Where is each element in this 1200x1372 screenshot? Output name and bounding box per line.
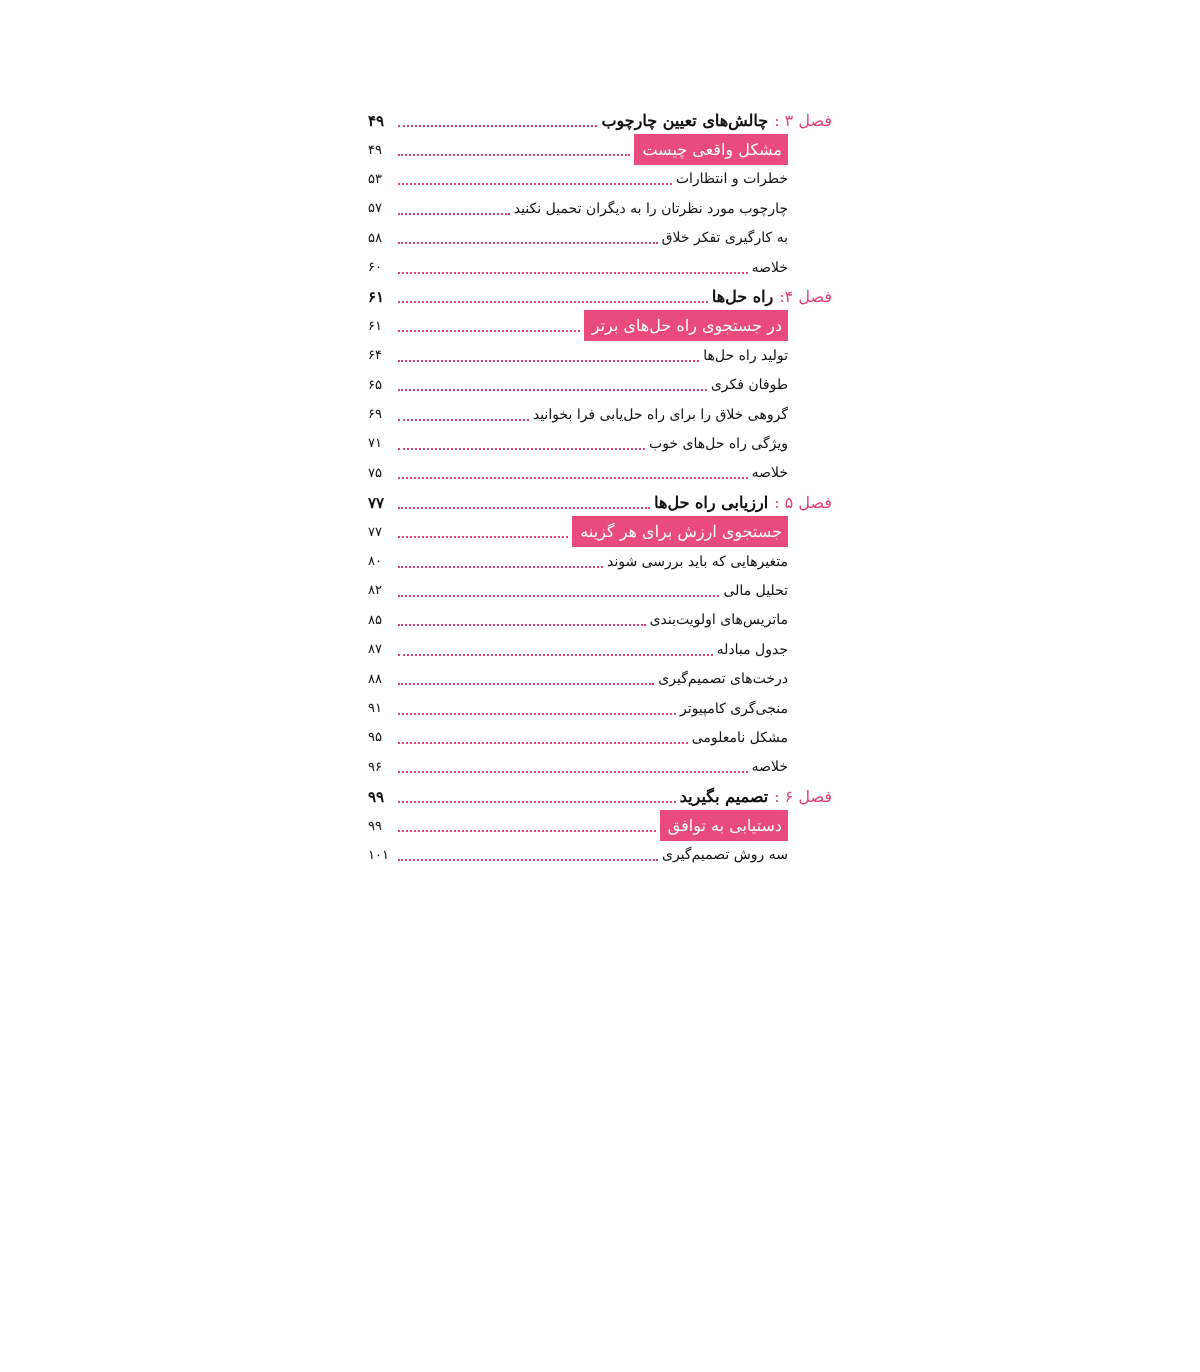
- toc-section-row[interactable]: [368, 165, 832, 194]
- toc-section-row[interactable]: [368, 635, 832, 664]
- dot-leader: [398, 213, 510, 215]
- highlight-box: جستجوی ارزش برای هر گزینه: [572, 516, 788, 547]
- page-number: ۴۹: [368, 111, 385, 130]
- page-number: ۶۴: [368, 348, 382, 364]
- toc-section-row[interactable]: [368, 576, 832, 605]
- toc-highlight-title: [572, 524, 788, 540]
- toc-section-title: خلاصه: [751, 259, 788, 276]
- toc-section-row[interactable]: [368, 606, 832, 635]
- toc-section-row[interactable]: [368, 841, 832, 870]
- toc-chapter-title: [679, 786, 832, 806]
- toc-highlight-row[interactable]: [368, 312, 832, 341]
- toc-section-row[interactable]: [368, 753, 832, 782]
- dot-leader: [398, 742, 688, 744]
- page-number: ۸۷: [368, 642, 382, 658]
- dot-leader: [398, 771, 748, 773]
- toc-section-title: چارچوب مورد نظرتان را به دیگران تحمیل نکنید: [513, 200, 788, 217]
- dot-leader: [398, 301, 708, 303]
- toc-section-row[interactable]: [368, 341, 832, 370]
- toc-section-title: طوفان فکری: [710, 377, 788, 394]
- dot-leader: [398, 183, 672, 185]
- dot-leader: [398, 448, 645, 450]
- page-number: ۵۷: [368, 201, 382, 217]
- toc-section-row[interactable]: [368, 371, 832, 400]
- toc-section-row[interactable]: [368, 664, 832, 693]
- page-number: ۹۱: [368, 701, 382, 716]
- toc-section-title: مشکل نامعلومی: [691, 729, 788, 746]
- page-number: ۷۷: [368, 493, 385, 512]
- dot-leader: [398, 154, 630, 156]
- page-number: ۸۲: [368, 583, 382, 599]
- page-number: ۷۵: [368, 465, 382, 481]
- toc-highlight-row[interactable]: [368, 135, 832, 164]
- chapter-title-text: ارزیابی راه حل‌ها: [654, 492, 769, 512]
- dot-leader: [398, 713, 676, 715]
- toc-chapter-row[interactable]: [368, 106, 832, 135]
- toc-chapter-row[interactable]: [368, 782, 832, 811]
- toc-chapter-title: [601, 110, 832, 130]
- page-number: ۶۰: [368, 260, 382, 276]
- highlight-box: در جستجوی راه حل‌های برتر: [584, 310, 788, 341]
- toc-section-row[interactable]: [368, 224, 832, 253]
- toc-section-title: به کارگیری تفکر خلاق: [661, 230, 788, 247]
- chapter-number: فصل ۳ :: [774, 110, 832, 130]
- chapter-number: فصل ۵ :: [774, 492, 832, 512]
- page-number: ۴۹: [368, 142, 382, 158]
- page-number: ۸۵: [368, 612, 382, 628]
- toc-section-title: منجی‌گری کامپیوتر: [680, 700, 788, 717]
- page-number: ۶۱: [368, 288, 385, 307]
- chapter-number: فصل ۴:: [779, 287, 832, 307]
- page-number: ۵۸: [368, 230, 382, 246]
- toc-section-title: گروهی خلاق را برای راه حل‌یابی فرا بخوانید: [532, 406, 788, 423]
- dot-leader: [398, 801, 676, 803]
- chapter-title-text: تصمیم بگیرید: [679, 786, 769, 806]
- toc-section-row[interactable]: [368, 459, 832, 488]
- page-number: ۷۱: [368, 436, 382, 452]
- toc-chapter-title: [712, 289, 832, 305]
- toc-highlight-title: [584, 318, 788, 334]
- toc-section-title: متغیرهایی که باید بررسی شوند: [606, 553, 788, 570]
- chapter-title-text: چالش‌های تعیین چارچوب: [601, 110, 769, 130]
- toc-highlight-row[interactable]: [368, 517, 832, 546]
- toc-highlight-title: [634, 142, 788, 158]
- dot-leader: [398, 330, 580, 332]
- dot-leader: [398, 242, 658, 244]
- page-number: ۹۵: [368, 730, 382, 746]
- dot-leader: [398, 507, 650, 509]
- toc-section-title: تحلیل مالی: [723, 582, 788, 599]
- toc-section-row[interactable]: [368, 547, 832, 576]
- page-number: ۶۱: [368, 318, 382, 334]
- toc-highlight-row[interactable]: [368, 811, 832, 840]
- dot-leader: [398, 419, 529, 421]
- toc-section-title: درخت‌های تصمیم‌گیری: [658, 671, 788, 688]
- dot-leader: [398, 654, 713, 656]
- dot-leader: [398, 360, 699, 362]
- dot-leader: [398, 595, 719, 597]
- page-number: ۸۰: [368, 554, 382, 570]
- chapter-number: فصل ۶ :: [774, 786, 832, 806]
- toc-section-title: خلاصه: [751, 759, 788, 776]
- page-number: ۸۸: [368, 671, 382, 687]
- page-number: ۹۹: [368, 818, 382, 834]
- dot-leader: [398, 536, 568, 538]
- dot-leader: [398, 566, 603, 568]
- toc-section-title: خلاصه: [751, 465, 788, 482]
- toc-section-row[interactable]: [368, 723, 832, 752]
- dot-leader: [398, 477, 748, 479]
- chapter-title-text: راه حل‌ها: [711, 287, 774, 307]
- dot-leader: [398, 389, 707, 391]
- toc-section-title: تولید راه حل‌ها: [703, 347, 788, 364]
- toc-section-title: ماتریس‌های اولویت‌بندی: [649, 612, 788, 629]
- toc-section-title: ویژگی راه حل‌های خوب: [649, 435, 788, 452]
- page-number: ۵۳: [368, 171, 382, 187]
- toc-section-title: جدول مبادله: [716, 641, 788, 658]
- dot-leader: [398, 830, 656, 832]
- toc-section-title: سه روش تصمیم‌گیری: [662, 847, 788, 864]
- toc-section-row[interactable]: [368, 694, 832, 723]
- page-number: ۶۹: [368, 407, 382, 423]
- dot-leader: [398, 683, 654, 685]
- toc-section-title: خطرات و انتظارات: [675, 171, 788, 188]
- page-number: ۹۹: [368, 787, 385, 806]
- toc-section-row[interactable]: [368, 400, 832, 429]
- table-of-contents: [368, 106, 832, 870]
- toc-chapter-row[interactable]: [368, 282, 832, 311]
- dot-leader: [398, 624, 646, 626]
- dot-leader: [398, 859, 658, 861]
- dot-leader: [398, 125, 597, 127]
- toc-chapter-title: [654, 492, 832, 512]
- page-number: ۹۶: [368, 759, 382, 775]
- toc-highlight-title: [660, 818, 788, 834]
- dot-leader: [398, 272, 748, 274]
- page-number: ۱۰۱: [368, 847, 389, 863]
- highlight-box: دستیابی به توافق: [660, 810, 788, 841]
- toc-section-row[interactable]: [368, 253, 832, 282]
- toc-section-row[interactable]: [368, 194, 832, 223]
- highlight-box: مشکل واقعی چیست: [634, 134, 788, 165]
- toc-section-row[interactable]: [368, 429, 832, 458]
- page-number: ۷۷: [368, 524, 382, 540]
- toc-chapter-row[interactable]: [368, 488, 832, 517]
- page-number: ۶۵: [368, 377, 382, 393]
